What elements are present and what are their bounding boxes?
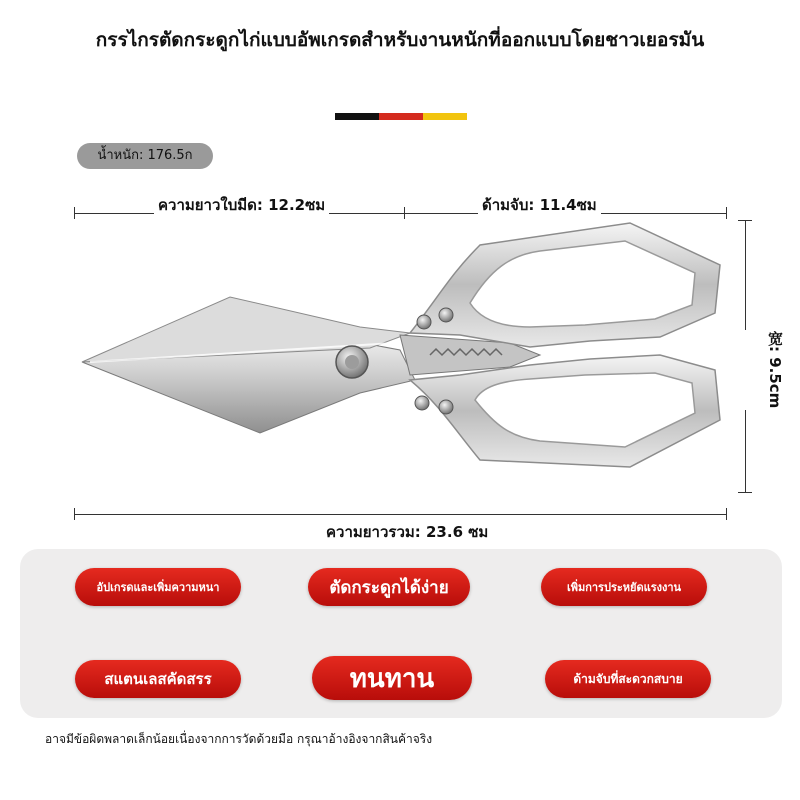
measurement-disclaimer: อาจมีข้อผิดพลาดเล็กน้อยเนื่องจากการวัดด้วยมือ กรุณาอ้างอิงจากสินค้าจริง (45, 732, 433, 746)
width-label: 宽: 9.5cm (738, 330, 786, 410)
kitchen-scissors-image (70, 215, 740, 475)
total-tick-left (74, 508, 75, 520)
product-title: กรรไกรตัดกระดูกไก่แบบอัพเกรดสำหรับงานหนักที่ออกแบบโดยชาวเยอรมัน (95, 29, 705, 51)
handle-length-label: ด้ามจับ: 11.4ซม (478, 193, 601, 217)
blade-length-label: ความยาวใบมีด: 12.2ซม (154, 193, 329, 217)
total-length-label: ความยาวรวม: 23.6 ซม (322, 520, 492, 544)
feature-badge-comfortable-handle: ด้ามจับที่สะดวกสบาย (545, 660, 711, 698)
feature-badge-thicker: อัปเกรดและเพิ่มความหนา (75, 568, 241, 606)
feature-badge-durable: ทนทาน (312, 656, 472, 700)
flag-black-stripe (335, 113, 379, 120)
weight-badge: น้ำหนัก: 176.5ก (77, 143, 213, 169)
width-tick-bottom (738, 492, 752, 493)
width-tick-top (738, 220, 752, 221)
feature-badge-cuts-bone: ตัดกระดูกได้ง่าย (308, 568, 470, 606)
flag-red-stripe (379, 113, 423, 120)
total-dimension-line (74, 514, 726, 515)
feature-badge-stainless: สแตนเลสคัดสรร (75, 660, 241, 698)
feature-badge-labor-saving: เพิ่มการประหยัดแรงงาน (541, 568, 707, 606)
total-tick-right (726, 508, 727, 520)
flag-gold-stripe (423, 113, 467, 120)
german-flag-stripe (335, 113, 467, 120)
